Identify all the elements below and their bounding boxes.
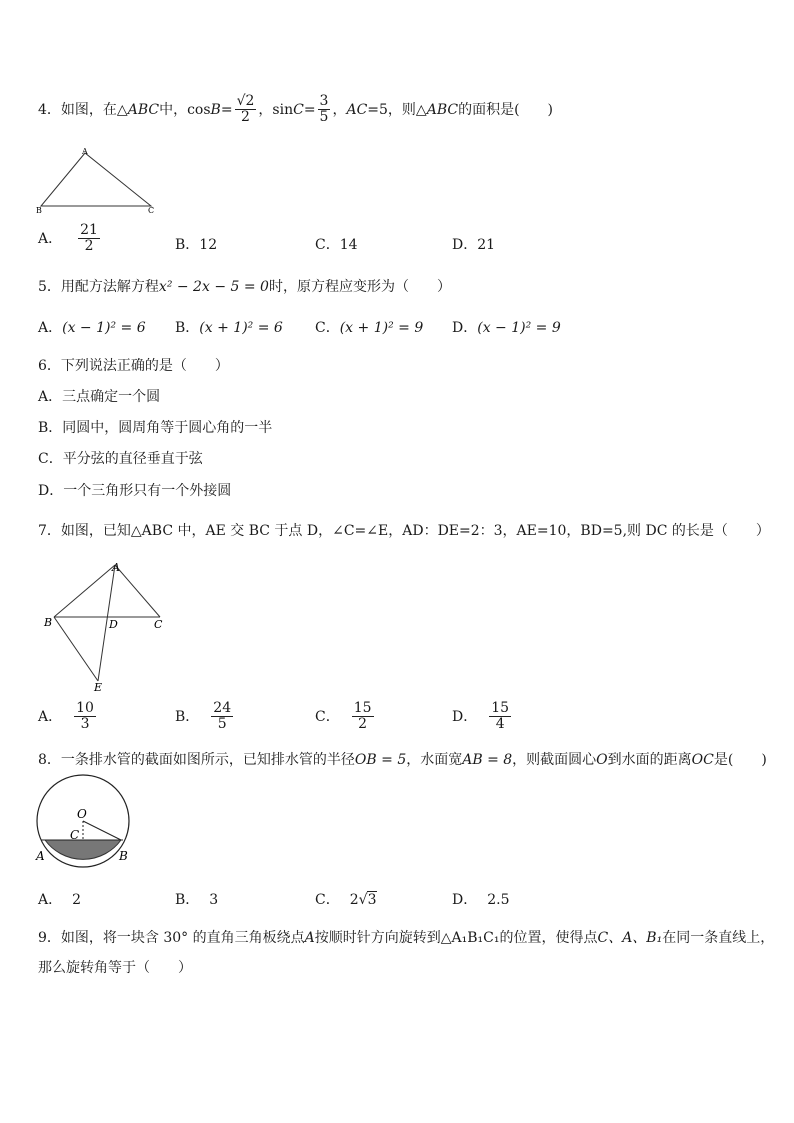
- q7-option-c[interactable]: C． $\frac{15}{2}$: [315, 700, 372, 733]
- q8-pipe-figure: [34, 772, 144, 872]
- q4-stem: 4．如图，在△ABC中，cosB= $\frac{√2}{2}$ ，sinC= $\frac{3}{5}$ ，AC=5，则△ABC的面积是( ): [38, 93, 554, 126]
- q8-label-b: B: [119, 849, 128, 863]
- q4-option-c[interactable]: C．14: [315, 237, 358, 253]
- q4-label-a: A: [82, 147, 88, 156]
- q8-option-c[interactable]: C． 2√3: [315, 892, 377, 908]
- q7-option-b[interactable]: B． $\frac{24}{5}$: [175, 700, 232, 733]
- q5-option-b[interactable]: B．(x + 1)² = 6: [175, 320, 283, 336]
- q8-option-b[interactable]: B． 3: [175, 892, 219, 908]
- q6-option-a[interactable]: A．三点确定一个圆: [38, 389, 161, 405]
- q7-label-a: A: [112, 561, 120, 574]
- q4-option-a[interactable]: A． $\frac{21}{2}$: [38, 222, 98, 255]
- q8-label-a: A: [36, 849, 45, 863]
- q7-option-d[interactable]: D． $\frac{15}{4}$: [452, 700, 510, 733]
- q7-label-c: C: [154, 618, 163, 631]
- q6-option-c[interactable]: C．平分弦的直径垂直于弦: [38, 451, 203, 467]
- q7-stem: 7．如图，已知△ABC 中，AE 交 BC 于点 D，∠C=∠E，AD：DE=2：3，AE=10，BD=5,则 DC 的长是（ ）: [38, 523, 770, 539]
- q7-label-b: B: [44, 616, 53, 629]
- q4-option-b[interactable]: B．12: [175, 237, 218, 253]
- q6-stem: 6．下列说法正确的是（ ）: [38, 358, 229, 374]
- q8-label-c: C: [70, 828, 80, 842]
- q5-option-c[interactable]: C．(x + 1)² = 9: [315, 320, 424, 336]
- q9-stem-line2: 那么旋转角等于（ ）: [38, 960, 192, 976]
- q6-option-d[interactable]: D．一个三角形只有一个外接圆: [38, 483, 232, 499]
- q5-option-d[interactable]: D．(x − 1)² = 9: [452, 320, 561, 336]
- q8-option-d[interactable]: D． 2.5: [452, 892, 510, 908]
- q8-option-a[interactable]: A． 2: [38, 892, 82, 908]
- q4-option-d[interactable]: D．21: [452, 237, 496, 253]
- q4-triangle-figure: [34, 145, 164, 217]
- q4-cos-fraction: $\frac{√2}{2}$: [236, 93, 255, 126]
- q4-label-c: C: [148, 206, 155, 215]
- q8-label-o: O: [77, 807, 87, 821]
- q5-option-a[interactable]: A．(x − 1)² = 6: [38, 320, 146, 336]
- q7-option-a[interactable]: A． $\frac{10}{3}$: [38, 700, 94, 733]
- q5-stem: 5．用配方法解方程x² − 2x − 5 = 0时，原方程应变形为（ ）: [38, 279, 451, 295]
- q8-stem: 8．一条排水管的截面如图所示，已知排水管的半径OB = 5，水面宽AB = 8，则截面圆心O到水面的距离OC是( ): [38, 752, 767, 768]
- q6-option-b[interactable]: B．同圆中，圆周角等于圆心角的一半: [38, 420, 273, 436]
- q4-sin-fraction: $\frac{3}{5}$: [319, 93, 329, 126]
- q7-label-e: E: [94, 681, 103, 694]
- q7-label-d: D: [109, 618, 118, 631]
- q9-stem-line1: 9．如图，将一块含 30° 的直角三角板绕点A按顺时针方向旋转到△A₁B₁C₁的位置，使得点C、A、B₁在同一条直线上，: [38, 930, 775, 946]
- q4-label-b: B: [36, 206, 42, 215]
- q7-triangle-figure: [38, 558, 178, 698]
